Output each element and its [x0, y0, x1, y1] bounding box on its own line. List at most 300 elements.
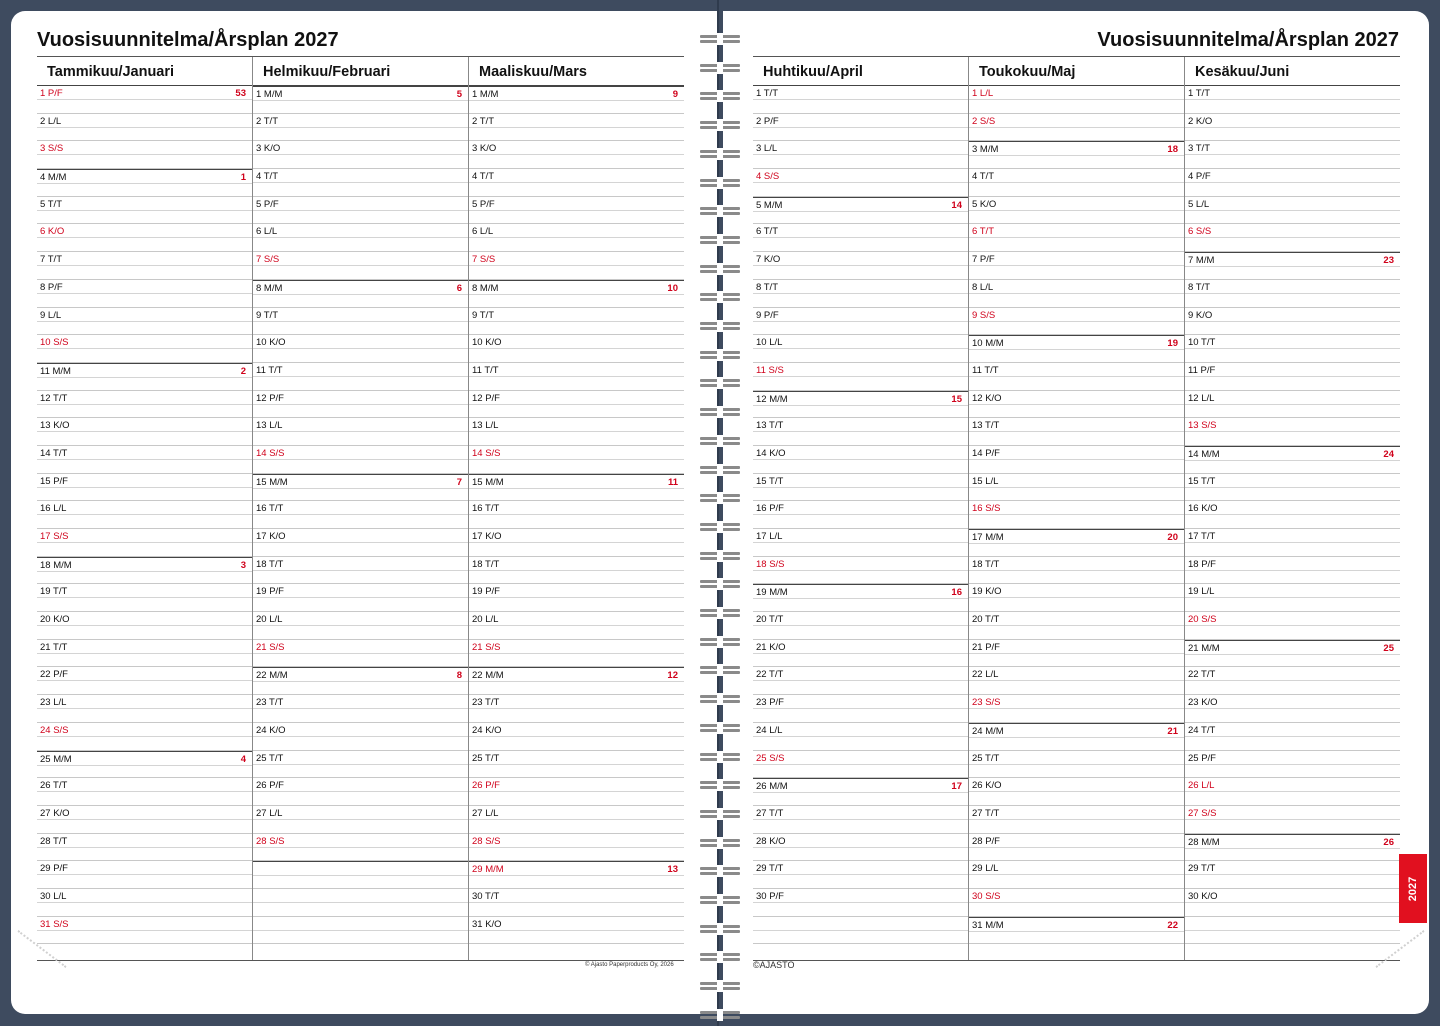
- day-row[interactable]: [253, 446, 468, 474]
- day-row[interactable]: [469, 557, 684, 585]
- day-row[interactable]: [37, 834, 252, 862]
- day-label: 13 L/L: [256, 420, 283, 432]
- day-label: 4 M/M: [40, 172, 67, 184]
- day-row[interactable]: [37, 557, 252, 585]
- spiral-ring: [700, 521, 740, 533]
- day-label: 23 T/T: [256, 697, 284, 709]
- week-number: 19: [1167, 338, 1178, 350]
- day-row[interactable]: [253, 391, 468, 419]
- day-label: 4 T/T: [256, 171, 278, 183]
- day-row[interactable]: [469, 86, 684, 114]
- page-title: Vuosisuunnitelma/Årsplan 2027: [1097, 29, 1399, 51]
- day-row[interactable]: [253, 584, 468, 612]
- day-row[interactable]: [753, 557, 968, 585]
- day-row[interactable]: [753, 695, 968, 723]
- day-row[interactable]: [969, 834, 1184, 862]
- day-row[interactable]: [753, 197, 968, 225]
- day-label: 10 T/T: [1188, 337, 1216, 349]
- day-row[interactable]: [37, 778, 252, 806]
- spiral-ring: [700, 349, 740, 361]
- day-row[interactable]: [469, 751, 684, 779]
- day-label: 10 M/M: [972, 338, 1004, 350]
- day-row[interactable]: [37, 169, 252, 197]
- day-row[interactable]: [969, 280, 1184, 308]
- day-label: 16 T/T: [472, 503, 500, 515]
- day-label: 10 S/S: [40, 337, 69, 349]
- day-row[interactable]: [969, 169, 1184, 197]
- day-row[interactable]: [1185, 612, 1400, 640]
- day-row[interactable]: [469, 778, 684, 806]
- day-row[interactable]: [37, 474, 252, 502]
- day-row[interactable]: [253, 501, 468, 529]
- day-label: 9 T/T: [256, 309, 278, 321]
- day-label: 6 K/O: [40, 226, 65, 238]
- day-row[interactable]: [1185, 529, 1400, 557]
- spiral-ring: [700, 607, 740, 619]
- day-row[interactable]: [469, 861, 684, 889]
- month-header: Kesäkuu/Juni: [1185, 57, 1400, 86]
- day-label: 24 L/L: [756, 724, 783, 736]
- day-row[interactable]: [37, 280, 252, 308]
- day-row[interactable]: [253, 612, 468, 640]
- day-row[interactable]: [753, 723, 968, 751]
- day-label: 23 S/S: [972, 697, 1001, 709]
- day-row[interactable]: [469, 584, 684, 612]
- day-label: 1 L/L: [972, 88, 994, 99]
- day-row[interactable]: [1185, 751, 1400, 779]
- month-column: [37, 57, 252, 960]
- spiral-ring: [700, 234, 740, 246]
- day-row[interactable]: [969, 224, 1184, 252]
- day-row[interactable]: [969, 584, 1184, 612]
- day-row[interactable]: [253, 363, 468, 391]
- day-label: 29 M/M: [472, 864, 504, 876]
- spiral-ring: [700, 808, 740, 820]
- day-label: 13 L/L: [472, 420, 499, 432]
- day-row[interactable]: [1185, 280, 1400, 308]
- day-row[interactable]: [469, 141, 684, 169]
- day-row[interactable]: [469, 806, 684, 834]
- day-row[interactable]: [469, 695, 684, 723]
- day-row[interactable]: [969, 474, 1184, 502]
- day-row[interactable]: [253, 169, 468, 197]
- day-label: 30 P/F: [756, 890, 784, 902]
- week-number: 4: [240, 753, 246, 765]
- day-row[interactable]: [469, 474, 684, 502]
- day-row[interactable]: [753, 141, 968, 169]
- day-label: 26 P/F: [472, 780, 500, 792]
- day-row[interactable]: [1185, 695, 1400, 723]
- day-row[interactable]: [753, 169, 968, 197]
- day-row[interactable]: [37, 197, 252, 225]
- day-row[interactable]: [469, 917, 684, 945]
- day-row[interactable]: [253, 224, 468, 252]
- week-number: 7: [456, 476, 462, 488]
- day-row[interactable]: [37, 667, 252, 695]
- day-row[interactable]: [1185, 889, 1400, 917]
- week-number: 13: [667, 864, 678, 876]
- spiral-ring: [700, 894, 740, 906]
- week-number: 12: [667, 670, 678, 682]
- day-row[interactable]: [1185, 308, 1400, 336]
- day-row[interactable]: [753, 501, 968, 529]
- day-row[interactable]: [753, 280, 968, 308]
- day-row[interactable]: [969, 806, 1184, 834]
- day-label: 26 K/O: [972, 780, 1002, 792]
- day-row[interactable]: [1185, 391, 1400, 419]
- day-row[interactable]: [753, 806, 968, 834]
- day-label: 15 T/T: [1188, 475, 1216, 487]
- day-row[interactable]: [753, 612, 968, 640]
- day-row[interactable]: [469, 418, 684, 446]
- day-row[interactable]: [753, 308, 968, 336]
- day-row[interactable]: [753, 335, 968, 363]
- day-row[interactable]: [253, 280, 468, 308]
- day-row[interactable]: [253, 834, 468, 862]
- day-row[interactable]: [969, 861, 1184, 889]
- day-label: 10 L/L: [756, 337, 783, 349]
- day-row[interactable]: [37, 751, 252, 779]
- day-row[interactable]: [253, 806, 468, 834]
- day-label: 31 K/O: [472, 918, 502, 930]
- spiral-ring: [700, 865, 740, 877]
- day-row[interactable]: [969, 501, 1184, 529]
- day-row[interactable]: [969, 141, 1184, 169]
- day-row[interactable]: [469, 834, 684, 862]
- day-row[interactable]: [37, 308, 252, 336]
- day-row[interactable]: [753, 474, 968, 502]
- day-row[interactable]: [1185, 917, 1400, 945]
- day-row[interactable]: [969, 363, 1184, 391]
- day-row[interactable]: [969, 640, 1184, 668]
- spiral-ring: [700, 693, 740, 705]
- day-row[interactable]: [253, 640, 468, 668]
- day-row[interactable]: [753, 418, 968, 446]
- day-row[interactable]: [253, 141, 468, 169]
- day-row[interactable]: [37, 141, 252, 169]
- day-row[interactable]: [1185, 169, 1400, 197]
- day-row[interactable]: [469, 889, 684, 917]
- day-label: 16 K/O: [1188, 503, 1218, 515]
- day-row[interactable]: [1185, 474, 1400, 502]
- day-row[interactable]: [37, 224, 252, 252]
- day-row[interactable]: [469, 501, 684, 529]
- day-row[interactable]: [1185, 723, 1400, 751]
- day-label: 18 S/S: [756, 558, 785, 570]
- day-row[interactable]: [253, 335, 468, 363]
- day-label: 17 M/M: [972, 532, 1004, 543]
- day-row[interactable]: [1185, 806, 1400, 834]
- day-row[interactable]: [1185, 197, 1400, 225]
- day-label: 22 L/L: [972, 669, 999, 681]
- day-row[interactable]: [753, 114, 968, 142]
- day-row[interactable]: [969, 695, 1184, 723]
- month-header: Tammikuu/Januari: [37, 57, 252, 86]
- day-label: 23 T/T: [472, 697, 500, 709]
- day-row[interactable]: [969, 667, 1184, 695]
- day-row[interactable]: [253, 751, 468, 779]
- day-row[interactable]: [969, 114, 1184, 142]
- day-label: 2 P/F: [756, 115, 779, 127]
- day-label: 1 M/M: [256, 89, 283, 100]
- day-row[interactable]: [253, 778, 468, 806]
- day-row[interactable]: [969, 751, 1184, 779]
- day-label: 28 P/F: [972, 835, 1000, 847]
- spiral-ring: [700, 751, 740, 763]
- day-label: 13 K/O: [40, 420, 70, 432]
- day-row[interactable]: [1185, 640, 1400, 668]
- day-row[interactable]: [1185, 584, 1400, 612]
- day-label: 8 L/L: [972, 281, 994, 293]
- day-row[interactable]: [253, 86, 468, 114]
- day-row[interactable]: [37, 529, 252, 557]
- day-label: 15 M/M: [472, 476, 504, 488]
- day-row[interactable]: [969, 418, 1184, 446]
- day-row[interactable]: [969, 252, 1184, 280]
- day-row[interactable]: [753, 861, 968, 889]
- day-row[interactable]: [253, 252, 468, 280]
- day-label: 6 L/L: [472, 226, 494, 238]
- day-label: 14 S/S: [256, 447, 285, 459]
- day-row[interactable]: [969, 723, 1184, 751]
- day-row[interactable]: [37, 612, 252, 640]
- day-row[interactable]: [469, 280, 684, 308]
- year-tab[interactable]: [1399, 854, 1427, 923]
- day-row[interactable]: [753, 917, 968, 945]
- day-label: 24 K/O: [472, 724, 502, 736]
- day-row[interactable]: [469, 363, 684, 391]
- day-row[interactable]: [253, 529, 468, 557]
- day-label: 25 M/M: [40, 753, 72, 765]
- day-row[interactable]: [1185, 418, 1400, 446]
- day-row[interactable]: [1185, 86, 1400, 114]
- day-label: 19 K/O: [972, 586, 1002, 598]
- day-row[interactable]: [469, 169, 684, 197]
- day-row[interactable]: [37, 391, 252, 419]
- day-label: 29 L/L: [972, 863, 999, 875]
- spiral-ring: [700, 205, 740, 217]
- spiral-ring: [700, 837, 740, 849]
- day-label: 17 S/S: [40, 531, 69, 542]
- spiral-ring: [700, 492, 740, 504]
- day-row[interactable]: [37, 501, 252, 529]
- day-row[interactable]: [753, 751, 968, 779]
- day-row[interactable]: [253, 557, 468, 585]
- month-column: [252, 57, 468, 960]
- day-label: 1 M/M: [472, 89, 499, 100]
- day-row[interactable]: [37, 889, 252, 917]
- week-number: 9: [672, 89, 678, 100]
- day-label: 21 P/F: [972, 641, 1000, 653]
- day-row[interactable]: [469, 391, 684, 419]
- day-label: 22 M/M: [472, 670, 504, 682]
- week-number: 5: [456, 89, 462, 100]
- day-row[interactable]: [37, 640, 252, 668]
- day-label: 20 L/L: [472, 614, 499, 626]
- day-row[interactable]: [37, 806, 252, 834]
- day-row[interactable]: [469, 335, 684, 363]
- day-label: 15 M/M: [256, 476, 288, 488]
- day-row[interactable]: [753, 667, 968, 695]
- month-header: Toukokuu/Maj: [969, 57, 1184, 86]
- day-row[interactable]: [469, 308, 684, 336]
- day-row[interactable]: [37, 114, 252, 142]
- day-label: 16 S/S: [972, 503, 1001, 515]
- week-number: 1: [240, 172, 246, 184]
- day-row[interactable]: [253, 308, 468, 336]
- day-label: 12 P/F: [256, 392, 284, 404]
- week-number: 14: [951, 199, 962, 211]
- day-row[interactable]: [469, 252, 684, 280]
- day-label: 26 T/T: [40, 780, 68, 792]
- day-row[interactable]: [969, 308, 1184, 336]
- spiral-ring: [700, 148, 740, 160]
- day-label: 8 T/T: [1188, 281, 1210, 293]
- day-row[interactable]: [253, 418, 468, 446]
- day-label: 3 K/O: [256, 143, 281, 155]
- day-row[interactable]: [37, 418, 252, 446]
- day-row[interactable]: [753, 252, 968, 280]
- day-label: 7 K/O: [756, 254, 781, 266]
- day-label: 4 P/F: [1188, 171, 1211, 183]
- day-label: 31 S/S: [40, 918, 69, 930]
- day-label: 14 M/M: [1188, 448, 1220, 460]
- day-row[interactable]: [1185, 861, 1400, 889]
- day-row[interactable]: [969, 86, 1184, 114]
- day-row[interactable]: [253, 889, 468, 917]
- day-row[interactable]: [969, 557, 1184, 585]
- day-label: 17 T/T: [1188, 531, 1216, 542]
- spiral-ring: [700, 33, 740, 45]
- day-row[interactable]: [37, 252, 252, 280]
- day-row[interactable]: [37, 695, 252, 723]
- day-row[interactable]: [1185, 114, 1400, 142]
- year-tab-label: 2027: [1407, 876, 1419, 901]
- spiral-ring: [700, 636, 740, 648]
- day-row[interactable]: [969, 612, 1184, 640]
- month-header: Maaliskuu/Mars: [469, 57, 684, 86]
- week-number: 15: [951, 393, 962, 405]
- day-row[interactable]: [1185, 446, 1400, 474]
- day-row[interactable]: [753, 446, 968, 474]
- day-row[interactable]: [1185, 224, 1400, 252]
- day-row[interactable]: [469, 723, 684, 751]
- day-row[interactable]: [37, 446, 252, 474]
- day-row[interactable]: [37, 584, 252, 612]
- day-row[interactable]: [469, 529, 684, 557]
- day-label: 9 S/S: [972, 309, 996, 321]
- day-row[interactable]: [1185, 501, 1400, 529]
- day-row[interactable]: [37, 861, 252, 889]
- day-row[interactable]: [1185, 667, 1400, 695]
- day-label: 15 T/T: [756, 475, 784, 487]
- day-label: 2 T/T: [256, 115, 278, 127]
- spiral-ring: [700, 177, 740, 189]
- day-row[interactable]: [969, 391, 1184, 419]
- day-row[interactable]: [253, 114, 468, 142]
- day-row[interactable]: [969, 197, 1184, 225]
- day-label: 5 M/M: [756, 199, 783, 211]
- day-row[interactable]: [969, 446, 1184, 474]
- day-row[interactable]: [253, 917, 468, 945]
- day-label: 19 M/M: [756, 587, 788, 599]
- day-label: 29 T/T: [1188, 863, 1216, 875]
- day-label: 5 K/O: [972, 198, 997, 210]
- day-row[interactable]: [753, 529, 968, 557]
- day-label: 20 K/O: [40, 614, 70, 626]
- day-row[interactable]: [469, 114, 684, 142]
- day-label: 25 S/S: [756, 752, 785, 764]
- day-row[interactable]: [1185, 778, 1400, 806]
- day-row[interactable]: [1185, 252, 1400, 280]
- day-row[interactable]: [969, 889, 1184, 917]
- day-row[interactable]: [1185, 141, 1400, 169]
- day-row[interactable]: [753, 584, 968, 612]
- day-row[interactable]: [753, 778, 968, 806]
- day-row[interactable]: [969, 335, 1184, 363]
- spiral-ring: [700, 377, 740, 389]
- day-row[interactable]: [469, 197, 684, 225]
- day-row[interactable]: [469, 224, 684, 252]
- day-row[interactable]: [969, 529, 1184, 557]
- day-row[interactable]: [753, 391, 968, 419]
- day-row[interactable]: [753, 86, 968, 114]
- day-label: 6 L/L: [256, 226, 278, 238]
- day-row[interactable]: [469, 612, 684, 640]
- day-row[interactable]: [753, 640, 968, 668]
- day-row[interactable]: [253, 474, 468, 502]
- day-row[interactable]: [37, 917, 252, 945]
- day-row[interactable]: [253, 861, 468, 889]
- day-label: 27 T/T: [972, 807, 1000, 819]
- day-label: 26 P/F: [256, 780, 284, 792]
- day-row[interactable]: [469, 640, 684, 668]
- week-number: 10: [667, 282, 678, 294]
- day-row[interactable]: [253, 723, 468, 751]
- week-number: 18: [1167, 144, 1178, 156]
- day-row[interactable]: [469, 446, 684, 474]
- day-label: 9 T/T: [472, 309, 494, 321]
- day-row[interactable]: [37, 723, 252, 751]
- day-row[interactable]: [253, 695, 468, 723]
- day-label: 6 S/S: [1188, 226, 1212, 238]
- day-row[interactable]: [753, 889, 968, 917]
- day-row[interactable]: [753, 224, 968, 252]
- day-row[interactable]: [753, 363, 968, 391]
- day-label: 11 T/T: [256, 364, 283, 376]
- day-row[interactable]: [969, 917, 1184, 945]
- day-row[interactable]: [253, 667, 468, 695]
- day-row[interactable]: [1185, 363, 1400, 391]
- day-row[interactable]: [469, 667, 684, 695]
- day-label: 18 T/T: [472, 558, 500, 570]
- day-row[interactable]: [37, 363, 252, 391]
- day-row[interactable]: [1185, 557, 1400, 585]
- day-row[interactable]: [969, 778, 1184, 806]
- day-label: 27 T/T: [756, 807, 784, 819]
- month-grid-right: [753, 56, 1400, 961]
- day-row[interactable]: [37, 86, 252, 114]
- day-row[interactable]: [1185, 834, 1400, 862]
- day-row[interactable]: [253, 197, 468, 225]
- day-label: 11 T/T: [472, 364, 499, 376]
- day-row[interactable]: [753, 834, 968, 862]
- day-label: 11 M/M: [40, 365, 71, 377]
- day-label: 25 T/T: [972, 752, 1000, 764]
- day-label: 11 T/T: [972, 364, 999, 376]
- day-row[interactable]: [1185, 335, 1400, 363]
- day-row[interactable]: [37, 335, 252, 363]
